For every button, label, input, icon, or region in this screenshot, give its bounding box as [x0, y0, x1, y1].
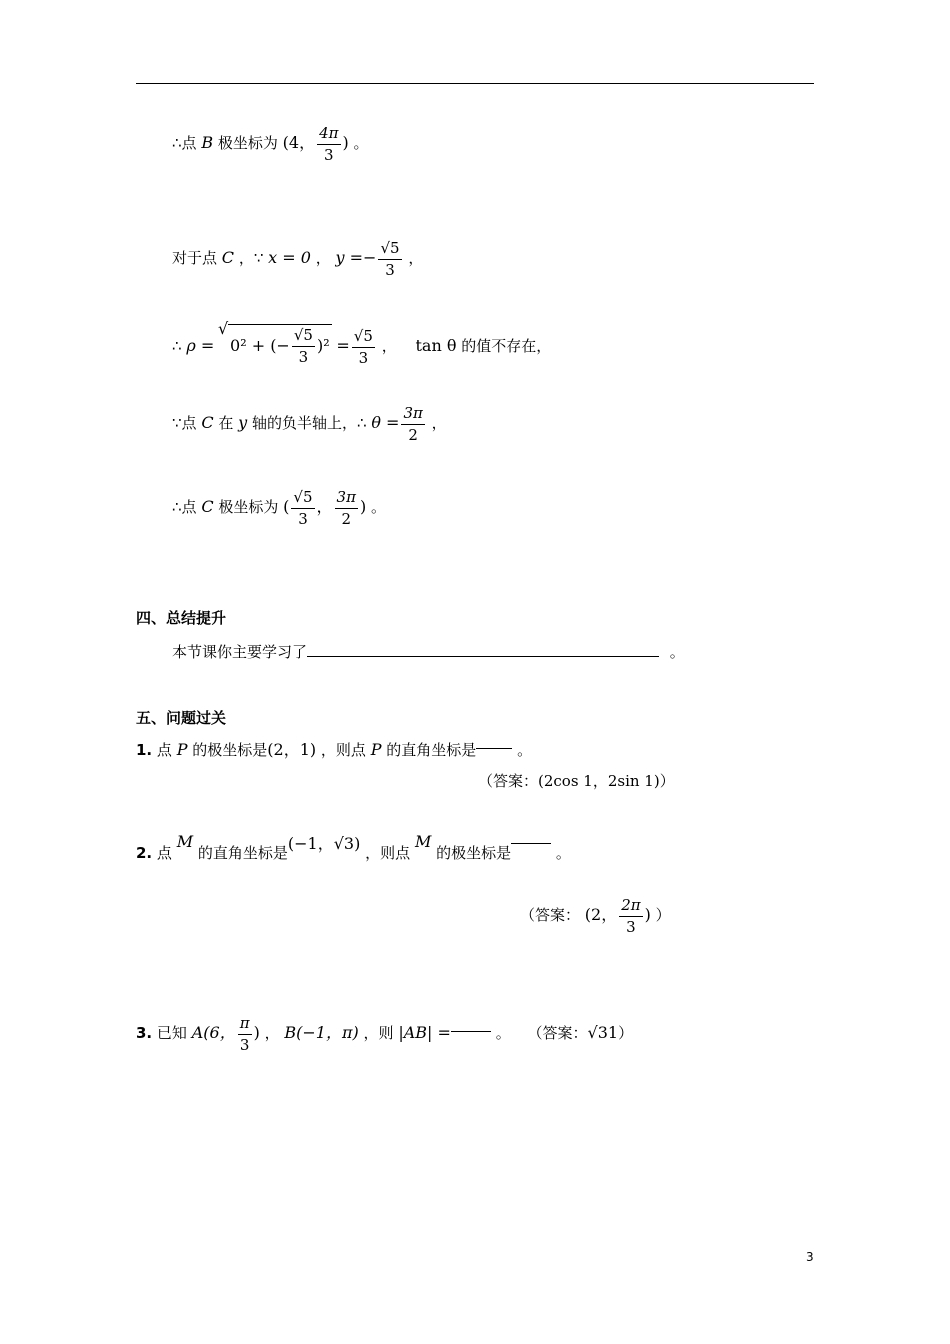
summary-text: 本节课你主要学习了 — [172, 643, 308, 661]
then-text: ，则 — [363, 1024, 394, 1042]
period: 。 — [495, 1024, 511, 1042]
point-a-close: ) — [253, 1023, 260, 1042]
then-point-text: ，则点 — [365, 844, 411, 862]
answer-value: √31 — [587, 1023, 619, 1042]
comma: ， — [315, 249, 331, 267]
answer-open: （答案： — [527, 1024, 588, 1042]
line-theta — [172, 405, 447, 443]
coord: (2，1) — [267, 740, 317, 759]
comma: ， — [381, 337, 397, 355]
therefore-text: ∴点 — [172, 498, 197, 516]
section-5-title: 五、问题过关 — [136, 709, 227, 727]
fraction-result: $\frac{√5}{3}$ — [353, 327, 373, 367]
var-c: C — [201, 497, 214, 516]
then-point-text: ，则点 — [320, 741, 366, 759]
period: 。 — [517, 741, 533, 759]
answer-open: （答案： — [520, 906, 581, 924]
fraction-3pi-2: $\frac{3\pi}{2}$ — [336, 488, 356, 528]
comma-end: ， — [408, 249, 424, 267]
on-text: 在 — [218, 414, 234, 432]
answer-coord-close: ) — [644, 905, 651, 924]
because-point-text: ∵点 — [172, 414, 197, 432]
section-4-summary — [172, 645, 685, 660]
fraction-inner: $\frac{√5}{3}$ — [293, 326, 313, 366]
fraction-sqrt5-3: $\frac{√5}{3}$ — [380, 239, 400, 279]
separator: ， — [316, 497, 333, 516]
question-1 — [136, 742, 532, 758]
var-m: M — [414, 832, 432, 851]
negative-axis-text: 轴的负半轴上，∴ — [251, 414, 367, 432]
question-2-answer — [520, 897, 671, 935]
var-c: C — [201, 413, 214, 432]
period: 。 — [353, 134, 369, 152]
sqrt-inner-end: )² — [316, 336, 330, 355]
fraction-sqrt5-3: $\frac{√5}{3}$ — [293, 488, 313, 528]
therefore-symbol: ∴ — [172, 337, 182, 355]
period: 。 — [669, 643, 685, 661]
rho-eq: ρ = — [186, 336, 215, 355]
question-1-answer — [478, 774, 675, 789]
var-m: M — [176, 832, 194, 851]
fraction-4pi-3: $\frac{4\pi}{3}$ — [319, 124, 339, 164]
question-number: 2. — [136, 844, 153, 862]
answer-blank[interactable] — [451, 1031, 491, 1032]
section-4-title: 四、总结提升 — [136, 609, 227, 627]
answer-blank[interactable] — [476, 748, 512, 749]
therefore-text: ∴点 — [172, 134, 197, 152]
answer-close: ） — [618, 1024, 634, 1042]
answer-close: ） — [655, 906, 671, 924]
point-text: 点 — [156, 844, 172, 862]
var-y: y — [238, 413, 248, 432]
because-text: ，∵ — [238, 249, 264, 267]
point-a-open: A(6， — [191, 1023, 236, 1042]
given-text: 已知 — [156, 1024, 187, 1042]
line-point-b — [172, 125, 369, 163]
line-point-c-polar — [172, 489, 386, 527]
line-point-c-intro — [172, 240, 423, 278]
question-number: 3. — [136, 1024, 153, 1042]
answer-blank[interactable] — [511, 843, 551, 844]
comma: ， — [264, 1024, 280, 1042]
polar-is-text: 的极坐标是 — [192, 741, 268, 759]
answer-text: （答案：(2cos 1，2sin 1)） — [478, 772, 675, 790]
header-rule — [136, 83, 814, 84]
tan-theta: tan θ — [415, 336, 457, 355]
fraction-pi-3: $\frac{\pi}{3}$ — [239, 1014, 250, 1054]
var-b: B — [201, 133, 214, 152]
point-text: 点 — [156, 741, 172, 759]
question-number: 1. — [136, 741, 153, 759]
coord-open: ( — [283, 497, 290, 516]
theta-eq: θ = — [371, 413, 400, 432]
fraction-2pi-3: $\frac{2\pi}{3}$ — [621, 896, 641, 936]
summary-blank[interactable] — [307, 656, 659, 657]
coord-open: (4， — [282, 133, 316, 152]
polar-label: 极坐标为 — [218, 498, 279, 516]
ab-eq: |AB| = — [398, 1023, 451, 1042]
comma-end: ， — [431, 414, 447, 432]
question-2 — [136, 832, 571, 862]
period: 。 — [370, 498, 386, 516]
sqrt-inner: √ 0² + (− — [230, 336, 290, 355]
page-number: 3 — [806, 1250, 814, 1264]
var-p: P — [370, 740, 382, 759]
var-c: C — [221, 248, 235, 267]
equals: = — [336, 336, 350, 355]
eq-y: y =− — [335, 248, 377, 267]
coord: (−1，√3) — [287, 834, 361, 853]
sqrt-expression — [219, 324, 332, 365]
period: 。 — [555, 844, 571, 862]
rect-is-text: 的直角坐标是 — [386, 741, 477, 759]
coord-close: ) — [342, 133, 349, 152]
coord-close: ) — [359, 497, 367, 516]
rect-is-text: 的直角坐标是 — [197, 844, 288, 862]
question-3 — [136, 1015, 633, 1053]
fraction-3pi-2: $\frac{3\pi}{2}$ — [403, 404, 423, 444]
polar-label: 极坐标为 — [217, 134, 278, 152]
answer-coord-open: (2， — [584, 905, 618, 924]
polar-is-text: 的极坐标是 — [436, 844, 512, 862]
for-point-text: 对于点 — [172, 249, 218, 267]
eq-x: x = 0 — [268, 248, 311, 267]
point-b: B(−1，π) — [284, 1023, 359, 1042]
line-rho — [172, 324, 551, 366]
not-exist-text: 的值不存在， — [461, 337, 552, 355]
var-p: P — [176, 740, 188, 759]
